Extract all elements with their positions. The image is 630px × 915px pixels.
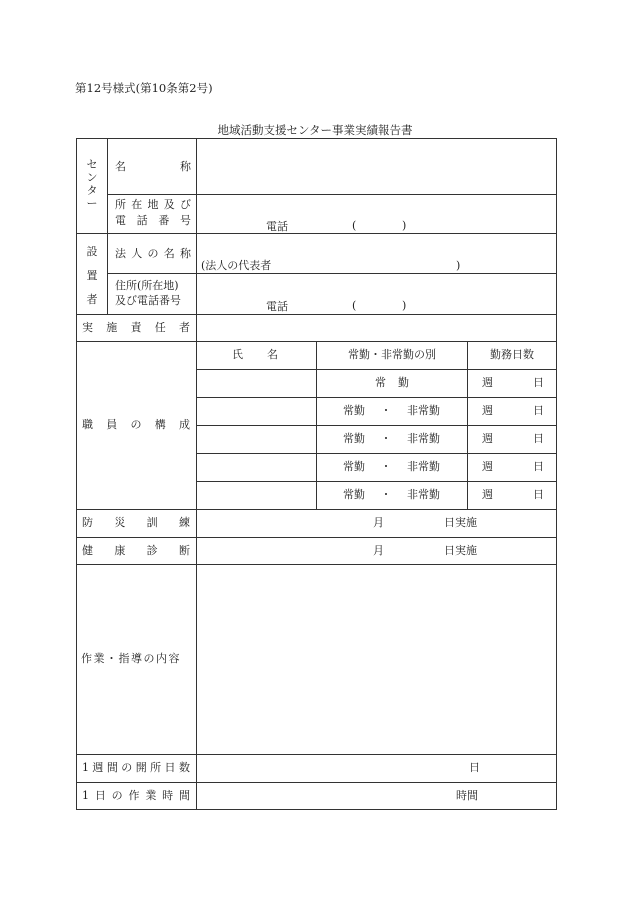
work-content-label: 作業・指導の内容 [81,652,181,665]
representative-open: (法人の代表者 [201,259,272,272]
health-day-done: 日実施 [444,544,477,557]
staff-col-type: 常勤・非常勤の別 [348,348,436,361]
corp-name-label: 法 人 の 名 称 [115,247,191,260]
drill-month: 月 [373,516,384,529]
founder-address-label-1: 住所(所在地) [115,279,179,292]
form-number: 第12号様式(第10条第2号) [75,81,213,95]
founder-phone-label: 電話 [266,300,288,313]
representative-close: ) [456,259,461,272]
health-label: 健 康 診 断 [82,544,190,557]
staff-row-type: 常 勤 [375,376,409,389]
staff-row-day: 日 [533,404,544,417]
document-title: 地域活動支援センター事業実績報告書 [217,123,413,137]
staff-row-week: 週 [482,404,493,417]
center-address-label-1: 所 在 地 及 び [115,198,191,211]
center-phone-paren-close: ) [402,219,407,232]
staff-row-type: 常勤 ・ 非常勤 [343,432,440,445]
center-phone-label: 電話 [266,220,288,233]
staff-label: 職 員 の 構 成 [82,418,190,431]
staff-row-week: 週 [482,488,493,501]
staff-row-week: 週 [482,376,493,389]
center-group-label: セ ン タ ー [86,158,98,210]
staff-row-day: 日 [533,432,544,445]
staff-row-week: 週 [482,432,493,445]
weekly-days-unit: 日 [469,761,480,774]
staff-row-type: 常勤 ・ 非常勤 [343,404,440,417]
staff-row-day: 日 [533,488,544,501]
health-month: 月 [373,544,384,557]
weekly-days-label: 1 週 間 の 開 所 日 数 [82,761,190,774]
staff-row-day: 日 [533,460,544,473]
staff-row-day: 日 [533,376,544,389]
drill-day-done: 日実施 [444,516,477,529]
staff-row-week: 週 [482,460,493,473]
staff-row-type: 常勤 ・ 非常勤 [343,488,440,501]
daily-hours-label: 1 日 の 作 業 時 間 [82,789,190,802]
daily-hours-unit: 時間 [456,789,478,802]
center-phone-paren-open: ( [352,219,357,232]
founder-phone-paren-close: ) [402,299,407,312]
center-address-label-2: 電 話 番 号 [115,214,191,227]
staff-col-days: 勤務日数 [490,348,534,361]
manager-label: 実 施 責 任 者 [82,321,190,334]
staff-row-type: 常勤 ・ 非常勤 [343,460,440,473]
founder-address-label-2: 及び電話番号 [115,294,181,307]
drill-label: 防 災 訓 練 [82,516,190,529]
staff-col-name: 氏 名 [232,348,278,361]
founder-phone-paren-open: ( [352,299,357,312]
center-name-label: 名 称 [115,160,191,173]
founder-group-label: 設 置 者 [86,245,98,306]
